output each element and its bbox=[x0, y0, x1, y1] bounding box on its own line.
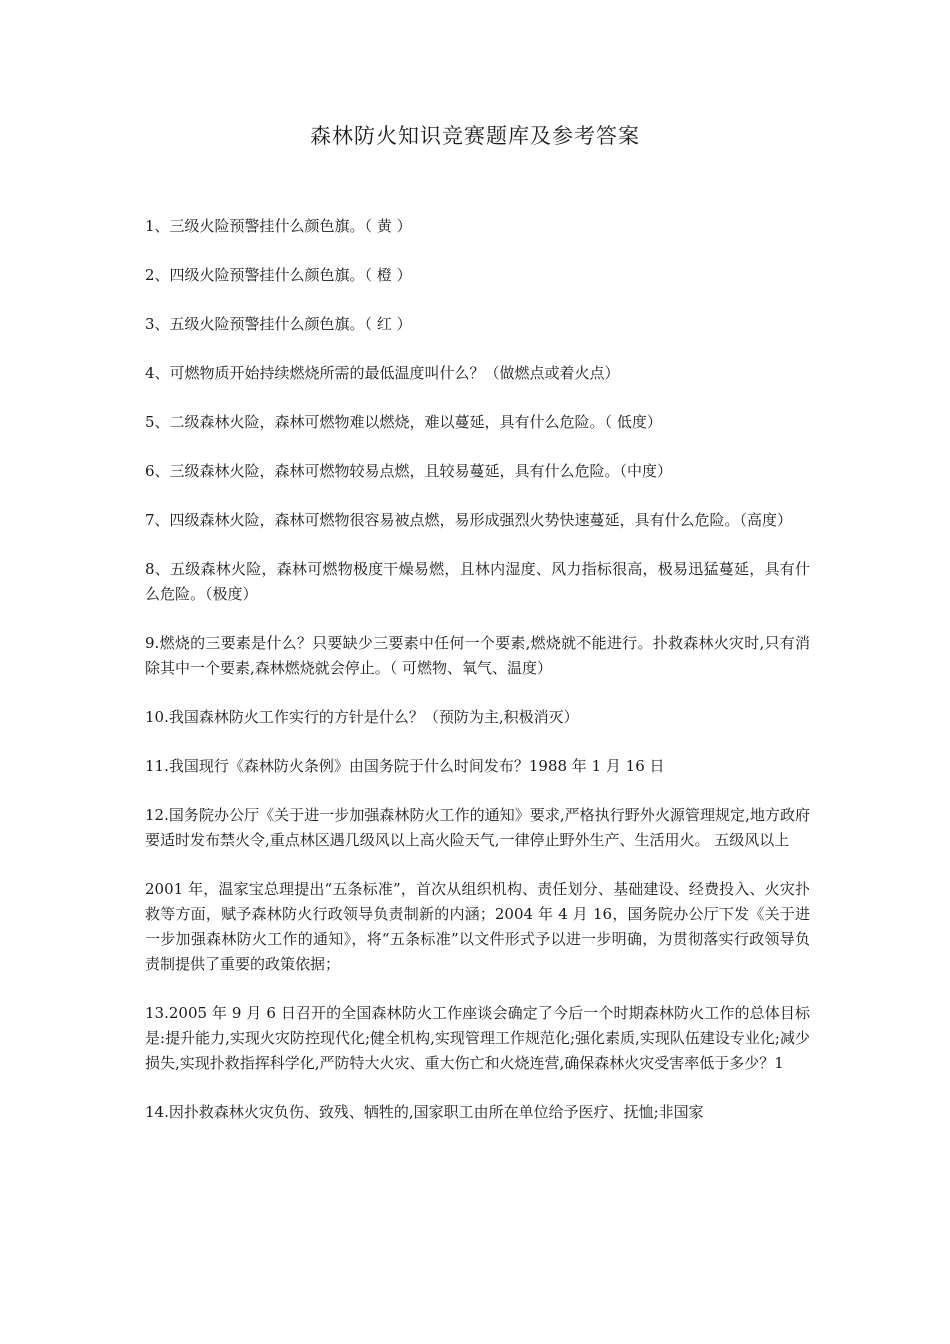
paragraph-5: 5、二级森林火险，森林可燃物难以燃烧，难以蔓延，具有什么危险。（ 低度） bbox=[145, 413, 662, 431]
paragraph-9: 9.燃烧的三要素是什么？只要缺少三要素中任何一个要素,燃烧就不能进行。扑救森林火灾时,只有消除其中一个要素,森林燃烧就会停止。（ 可燃物、氧气、温度） bbox=[145, 634, 810, 677]
document-body bbox=[145, 214, 810, 1149]
paragraph-13: 13.2005 年 9 月 6 日召开的全国森林防火工作座谈会确定了今后一个时期森林防火工作的总体目标是:提升能力,实现火灾防控现代化;健全机构,实现管理工作规范化;强化素质,实现队伍建设专业化;减少损失,实现扑救指挥科学化,严防特大火灾、重大伤亡和火烧连营,确保森林火灾受害率低于多少？1 bbox=[145, 1004, 810, 1072]
paragraph-11: 11.我国现行《森林防火条例》由国务院于什么时间发布？1988 年 1 月 16 日 bbox=[145, 757, 665, 775]
document-title: 森林防火知识竞赛题库及参考答案 bbox=[310, 124, 640, 148]
paragraph-8: 8、五级森林火险，森林可燃物极度干燥易燃，且林内湿度、风力指标很高，极易迅猛蔓延，具有什么危险。（极度） bbox=[145, 560, 810, 603]
paragraph-2: 2、四级火险预警挂什么颜色旗。（ 橙 ） bbox=[145, 266, 412, 284]
paragraph-2001: 2001 年，温家宝总理提出“五条标准”，首次从组织机构、责任划分、基础建设、经费投入、火灾扑救等方面，赋予森林防火行政领导负责制新的内涵；2004 年 4 月 16，国务院办公厅下发《关于进一步加强森林防火工作的通知》，将“五条标准”以文件形式予以进一步明确，为贯彻落实行政领导负责制提供了重要的政策依据； bbox=[145, 880, 810, 973]
paragraph-7: 7、四级森林火险，森林可燃物很容易被点燃，易形成强烈火势快速蔓延，具有什么危险。（高度） bbox=[145, 511, 793, 529]
paragraph-14: 14.因扑救森林火灾负伤、致残、牺牲的,国家职工由所在单位给予医疗、抚恤;非国家 bbox=[145, 1103, 704, 1121]
paragraph-12: 12.国务院办公厅《关于进一步加强森林防火工作的通知》要求,严格执行野外火源管理规定,地方政府要适时发布禁火令,重点林区遇几级风以上高火险天气,一律停止野外生产、生活用火。 五级风以上 bbox=[145, 806, 810, 849]
paragraph-6: 6、三级森林火险，森林可燃物较易点燃，且较易蔓延，具有什么危险。（中度） bbox=[145, 462, 673, 480]
paragraph-4: 4、可燃物质开始持续燃烧所需的最低温度叫什么？（做燃点或着火点） bbox=[145, 364, 620, 382]
paragraph-10: 10.我国森林防火工作实行的方针是什么？（预防为主,积极消灭） bbox=[145, 708, 579, 726]
paragraph-1: 1、三级火险预警挂什么颜色旗。（ 黄 ） bbox=[145, 217, 412, 235]
paragraph-3: 3、五级火险预警挂什么颜色旗。（ 红 ） bbox=[145, 315, 412, 333]
